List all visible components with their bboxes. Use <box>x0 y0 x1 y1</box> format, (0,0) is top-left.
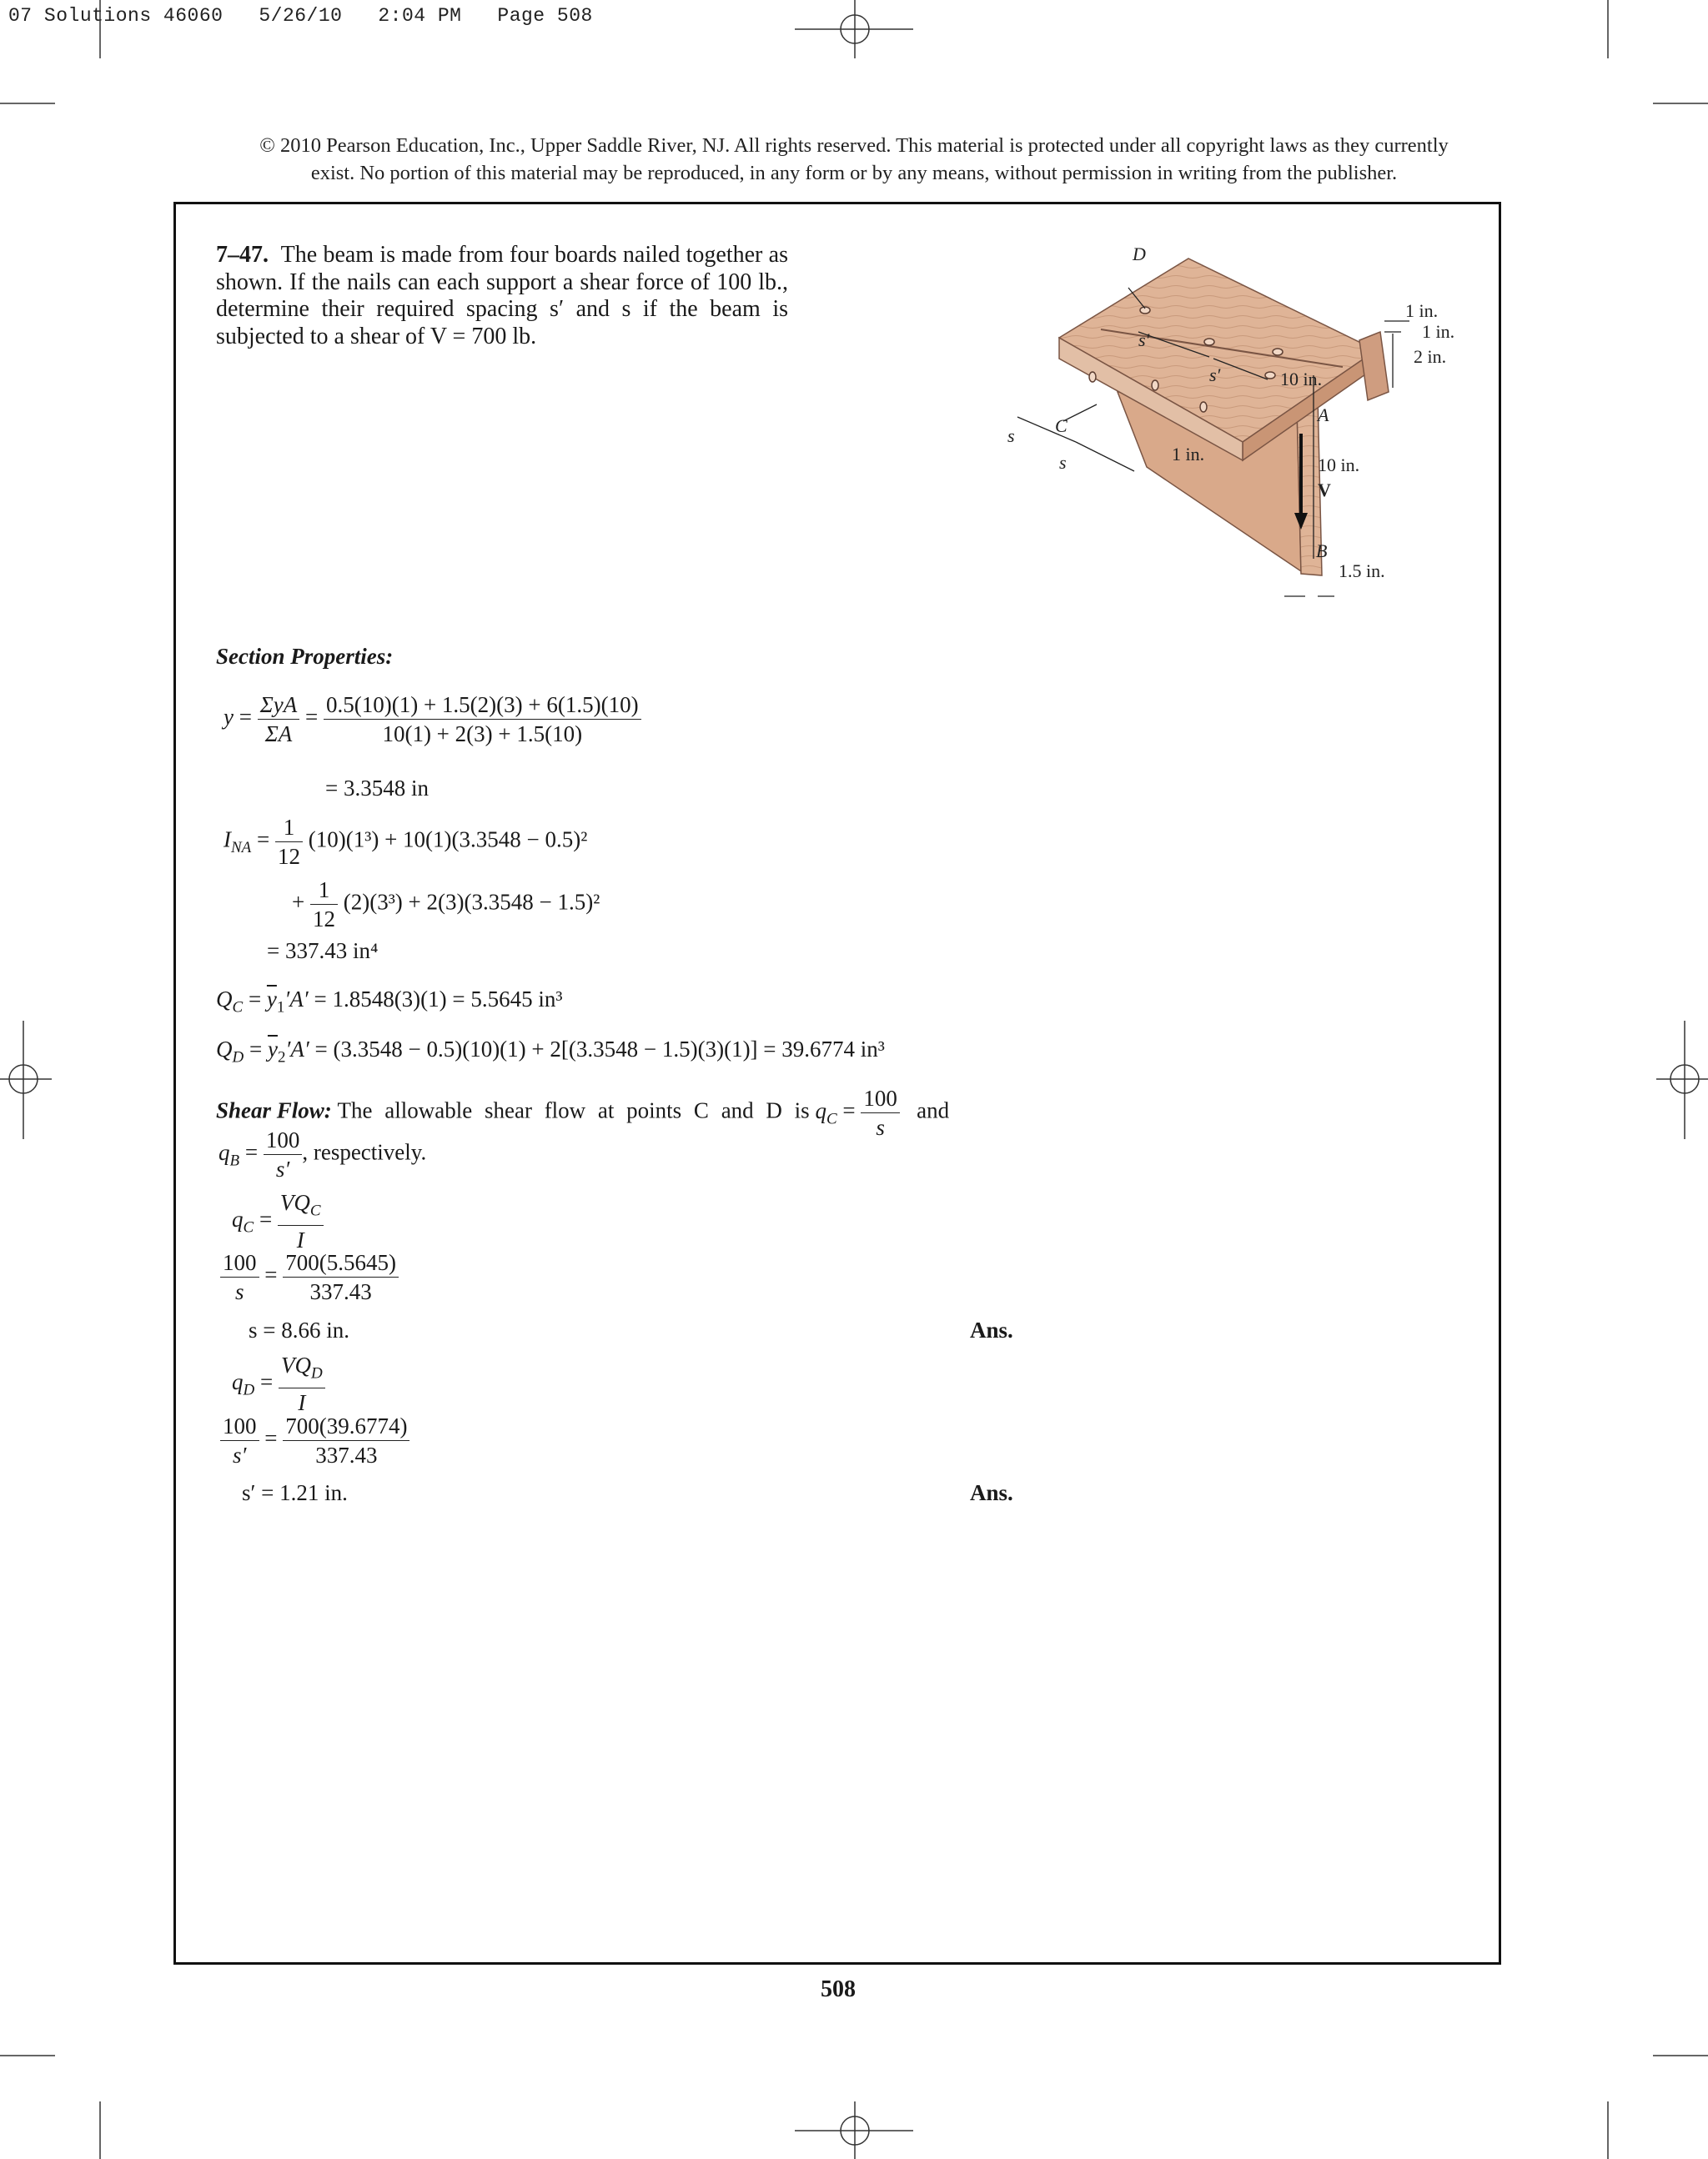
ina-equation-line1: $I_{NA}$ = $\frac{1}{12}$ (10)(1³) + 10(1)(3.3548 − 0.5)² <box>224 815 588 869</box>
dim-1-5in: 1.5 in. <box>1339 560 1385 581</box>
dim-1in-a: 1 in. <box>1405 300 1439 321</box>
section-heading: Section Properties: <box>216 644 394 669</box>
ybar-num-sym: ΣyA <box>258 690 300 720</box>
dim-1in-b: 1 in. <box>1422 321 1455 342</box>
qc-equation: $Q_C = \overline{y}_1'A' = 1.8548(3)(1) = 5.5645$ in³ <box>216 987 563 1017</box>
s-prime-result: s′ = 1.21 in. <box>242 1480 348 1505</box>
qc-line: = 1.8548(3)(1) = 5.5645 in³ <box>314 987 563 1012</box>
s-result: s = 8.66 in. <box>249 1318 349 1343</box>
qd-equation: $Q_D = \overline{y}_2'A' = (3.3548 - 0.5)(10)(1) + 2[(3.3548 - 1.5)(3)(1)] = 39.6774$ in³ <box>216 1037 885 1067</box>
problem-number: 7–47. <box>216 242 269 268</box>
dim-1in-left: 1 in. <box>1172 444 1205 464</box>
dim-10in-web: 10 in. <box>1318 454 1360 475</box>
qd-line: = (3.3548 − 0.5)(10)(1) + 2[(3.3548 − 1.5)(3)(1)] = 39.6774 in³ <box>314 1037 885 1062</box>
respectively-text: , respectively. <box>302 1139 427 1165</box>
eq1-num: 700(5.5645) <box>283 1248 399 1278</box>
shear-flow-text: The allowable shear flow at points C and D is <box>337 1097 810 1123</box>
copyright-line-1: © 2010 Pearson Education, Inc., Upper Saddle River, NJ. All rights reserved. This material is protected under all copyright laws as they currently <box>259 134 1449 157</box>
s-equation: $\frac{100}{s}$ = $\frac{700(5.5645)}{337.43}$ <box>220 1248 399 1306</box>
eq2-num: 700(39.6774) <box>283 1412 409 1441</box>
shear-flow-line: Shear Flow: The allowable shear flow at points C and D is $q_C$ = $\frac{100}{s}$ and <box>216 1086 950 1140</box>
label-D: D <box>1133 244 1146 264</box>
eq2-den: 337.43 <box>315 1443 378 1468</box>
label-s-prime-2: s′ <box>1209 364 1221 385</box>
ybar-den-sym: ΣA <box>264 721 293 746</box>
qd-formula: $q_D$ = $\frac{VQ_D}{I}$ <box>232 1351 325 1417</box>
page-number: 508 <box>821 1976 856 2002</box>
answer-label-1: Ans. <box>970 1318 1013 1343</box>
answer-label-2: Ans. <box>970 1480 1013 1505</box>
problem-text: The beam is made from four boards nailed together as shown. If the nails can each support a shear force of 100 lb., determine their required spacing s′ and s if the beam is subjected to a shear of V = 700 lb. <box>216 242 788 349</box>
dim-2in: 2 in. <box>1414 346 1447 367</box>
label-V: V <box>1318 479 1331 500</box>
label-A: A <box>1318 404 1329 425</box>
right-side-board <box>1359 332 1389 400</box>
ina-result: = 337.43 in⁴ <box>267 938 379 963</box>
and-word: and <box>917 1097 950 1123</box>
dim-10in-top: 10 in. <box>1280 369 1323 389</box>
label-s-1: s <box>1007 425 1015 446</box>
ina-line2: (2)(3³) + 2(3)(3.3548 − 1.5)² <box>343 889 600 915</box>
label-s-prime-1: s′ <box>1138 329 1150 350</box>
eq1-den: 337.43 <box>309 1279 372 1304</box>
ybar-result: = 3.3548 in <box>325 776 429 801</box>
qb-line: $q_B$ = $\frac{100}{s'}$ , respectively. <box>219 1127 427 1182</box>
s-prime-equation: $\frac{100}{s'}$ = $\frac{700(39.6774)}{337.43}$ <box>220 1412 409 1469</box>
label-C: C <box>1055 415 1068 436</box>
ina-subscript: NA <box>231 839 252 857</box>
ybar-denominator: 10(1) + 2(3) + 1.5(10) <box>382 721 583 746</box>
ina-equation-line2: + $\frac{1}{12}$ (2)(3³) + 2(3)(3.3548 − 1.5)² <box>292 877 600 931</box>
copyright-notice <box>125 132 1583 187</box>
label-s-2: s <box>1059 452 1067 473</box>
problem-statement <box>216 242 788 350</box>
qc-formula: $q_C$ = $\frac{VQ_C}{I}$ <box>232 1188 324 1254</box>
shear-flow-heading: Shear Flow: <box>216 1097 332 1123</box>
ybar-equation: y = $\frac{\text{ΣyA}}{\Sigma A}$ = $\frac{0.5(10)(1) + 1.5(2)(3) + 6(1.5)(10)}{10(1) + 2(3) + 1.5(10)}$ <box>224 690 641 748</box>
copyright-line-2: exist. No portion of this material may be reproduced, in any form or by any means, without permission in writing from the publisher. <box>310 162 1398 184</box>
printer-slug: 07 Solutions 46060 5/26/10 2:04 PM Page 508 <box>8 5 593 27</box>
ina-line1: (10)(1³) + 10(1)(3.3548 − 0.5)² <box>308 826 588 852</box>
ybar-numerator: 0.5(10)(1) + 1.5(2)(3) + 6(1.5)(10) <box>324 690 641 720</box>
beam-figure <box>967 242 1455 625</box>
label-B: B <box>1316 540 1328 561</box>
